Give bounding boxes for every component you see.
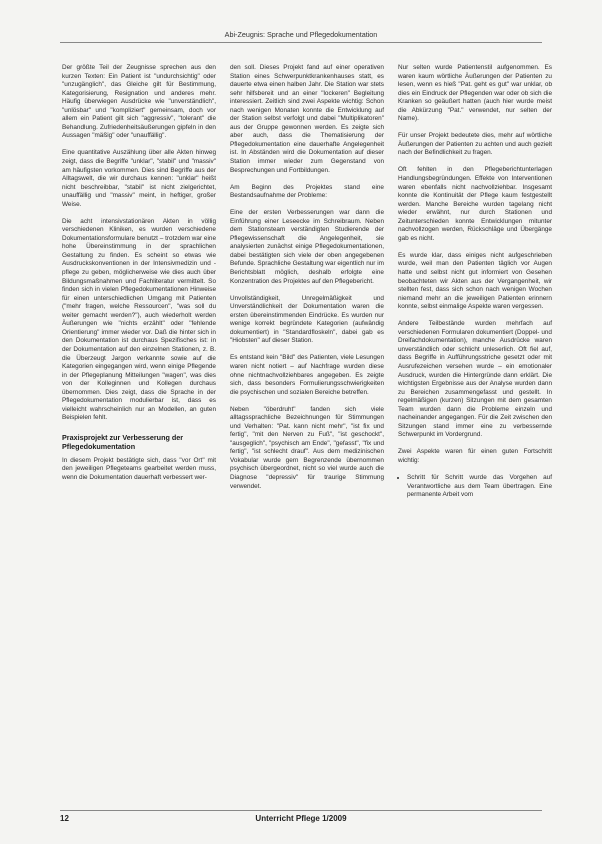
paragraph: In diesem Projekt bestätigte sich, dass "vor Ort" mit den jeweiligen Pflegeteams gearbeitet werden muss, wenn die Dokumentation dauerhaft verbessert wer-: [62, 456, 216, 481]
bullet-item: • Schritt für Schritt wurde das Vorgehen auf Verantwortliche aus dem Team übertragen. Eine permanente Arbeit vom: [407, 474, 552, 500]
paragraph: den soll. Dieses Projekt fand auf einer operativen Station eines Schwerpunktkrankenhauses statt, es dauerte etwa einen halben Jahr. Die Station war stets sehr hilfsbereit und an einer "lockeren" Begleitung interessiert. Zeitlich sind zwei Aspekte wichtig: Schon nach wenigen Monaten konnte die Entwicklung auf der Station selbst verfolgt und dabei "Multiplikatoren" aus der Gruppe gewonnen werden. Es zeigte sich aber auch, dass die Thematisierung der Pflegedokumentation eine dauerhafte Angelegenheit ist. In Abständen wird die Dokumentation auf dieser Station immer wieder zum Gegenstand von Besprechungen und Fortbildungen.: [230, 64, 384, 174]
paragraph: Am Beginn des Projektes stand eine Bestandsaufnahme der Probleme:: [230, 183, 384, 200]
paragraph: Es entstand kein "Bild" des Patienten, viele Lesungen waren nicht notiert – auf Nachfrage wurden diese ohne nichtnachvollziehbares angegeben. Es zeigte sich, dass besonders Formulierungsschwierigkeiten die psychischen und sozialen Bereiche betreffen.: [230, 354, 384, 396]
paragraph: Die acht intensivstationären Akten in völlig verschiedenen Kliniken, es wurden verschiedene Dokumentationsformulare benutzt – trotzdem war eine hohe Übereinstimmung in der sprachlichen Gestaltung zu finden. Es scheint so etwas wie Ausdruckskonventionen in der Intensivmedizin und -pflege zu geben, möglicherweise wie dies auch über Bildungsmaßnahmen und Fachliteratur vermittelt. So finden sich in vielen Pflegedokumentationen Hinweise für einen unterschiedlichen Umgang mit Patienten ("mehr fragen, welche Ressourcen", "was soll du weiter gemacht werden?"), auch wiederholt werden Äußerungen wie "nichts erzählt" oder "fehlende Orientierung" immer wieder vor. Daß die hinter sich in den Dokumentation ist durchaus Spezifisches ist: in der Dokumentation auf den einzelnen Stationen, z. B. die Überzeugt Jargon verkannte sowie auf die Kategorien eingegangen wird, wenn einige Pflegende in der Pflegeplanung Mitteilungen "wagen", was dies von der Kolleginnen und Kollegen durchaus übernommen. Dies zeigt, dass die Sprache in der Pflegedokumentation modulierbar ist, dass es vielleicht wahrscheinlich nur an Modellen, an guten Beispielen fehlt.: [62, 217, 216, 422]
paragraph: Eine der ersten Verbesserungen war dann die Einführung einer Leseecke im Schreibraum. Neben dem Stationsteam verständigten Studierende der Pflegewissenschaft die Angelegenheit, sie analysierten zunächst einige Pflegedokumentationen, dabei bestätigten sich viele der oben angegebenen Befunde. Sprachliche Gestaltung war eigentlich nur im Berichtsblatt möglich, deshalb erfolgte eine Konzentration des Projektes auf den Pflegebericht.: [230, 209, 384, 285]
paragraph: Unvollständigkeit, Unregelmäßigkeit und Unverständlichkeit der Dokumentation waren die ersten übereinstimmenden Eindrücke. Es wurden nur wenige korrekt begründete Kategorien (aufwändig dokumentiert) in "Standardfloskeln", dabei gab es "Hiobsten" auf dieser Station.: [230, 294, 384, 345]
paragraph: Der größte Teil der Zeugnisse sprechen aus den kurzen Texten: Ein Patient ist "undurchsichtig" oder "unzugänglich", das Gleiche gilt für Bestimmung, Kategorisierung, Resignation und anderes mehr. Häufig überwiegen Ausdrücke wie "unverständlich", "unlösbar" und "kompliziert" gemeinsam, doch vor allem ein Patient gilt sich "aggressiv", "tolerant" die Behandlung. Zufriedenheitsäußerungen gipfeln in den Aussagen "mäßig" oder "unauffällig".: [62, 64, 216, 140]
page-footer: [60, 810, 542, 823]
section-heading: Praxisprojekt zur Verbesserung der Pflegedokumentation: [62, 432, 184, 451]
text-column-left: [62, 64, 216, 491]
text-column-right: [398, 64, 552, 500]
page-number: 12: [60, 814, 69, 823]
journal-name: Unterricht Pflege 1/2009: [255, 814, 347, 823]
text-column-middle: [230, 64, 384, 500]
paragraph: Zwei Aspekte waren für einen guten Fortschritt wichtig:: [398, 448, 552, 464]
paragraph: Nur selten wurde Patientenstil aufgenommen. Es waren kaum wörtliche Äußerungen der Patienten zu lesen, wenn es hieß "Pat. geht es gut" war unklar, ob dies ein Eindruck der Pflegenden war oder ob sich die Kranken so geäußert hatten (auch hier wurde meist die Abkürzung "Pat." verwendet, nur selten der Name).: [398, 64, 552, 123]
paragraph: Oft fehlten in den Pflegeberichtunterlagen Handlungsbegründungen. Effekte von Interventionen waren ebenfalls nicht nachvollziehbar. Insgesamt konnte die Kontinuität der Pflege kaum festgestellt werden. Manche Bereiche wurden tagelang nicht wieder erwähnt, nur durch Stationen und Zeitunterschieden konnte Entwicklungen mitunter nachvollzogen werden, Rückschläge und Übergänge gab es nicht.: [398, 166, 552, 242]
bullet-list: [398, 474, 552, 500]
paragraph: Andere Teilbestände wurden mehrfach auf verschiedenen Formularen dokumentiert (Doppel- und Dreifachdokumentation), manche Ausdrücke waren unverständlich oder schlicht unleserlich. Oft fiel auf, dass Begriffe in Aufführungsstriche gesetzt oder mit Ausrufezeichen versehen wurde – ein emotionaler Ausdruck, wurden die Hintergründe dann erklärt. Die wichtigsten Ergebnisse aus der Analyse wurden dann zu Bereichen zusammengefasst und gestellt. In regelmäßigen (kurzen) Sitzungen mit dem gesamten Team wurden dann die Probleme einzeln und nacheinander angegangen. Für die Zeit zwischen den Sitzungen stand immer eine zu verbessernde Schwerpunkt im Vordergrund.: [398, 320, 552, 439]
running-header: Abi-Zeugnis: Sprache und Pflegedokumentation: [60, 30, 542, 43]
paragraph: Eine quantitative Auszählung über alle Akten hinweg zeigt, dass die Begriffe "unklar", "stabil" und "massiv" am häufigsten vorkommen. Dies sind Begriffe aus der Alltagswelt, die wir durchaus kennen: "unklar" heißt nicht beschreibbar, "stabil" ist nicht zielgerichtet, unauffällig und "massiv" meint, in heftiger, großer Weise.: [62, 149, 216, 208]
paragraph: Es wurde klar, dass einiges nicht aufgeschrieben wurde, weil man den Patienten täglich vor Augen hatte und selbst nicht gut informiert von Gesehen beobachteten wir Akten aus der Vergangenheit, wir stellten fest, dass sich schon nach wenigen Wochen niemand mehr an die jeweiligen Patienten erinnern konnte, selbst einmalige Aspekte waren vergessen.: [398, 251, 552, 311]
paragraph: Für unser Projekt bedeutete dies, mehr auf wörtliche Äußerungen der Patienten zu achten und auch gezielt nach der Befindlichkeit zu fragen.: [398, 132, 552, 157]
paragraph: Neben "öberdruht" fanden sich viele alltagssprachliche Bezeichnungen für Stimmungen und Verhalten: "Pat. kann nicht mehr", "ist fix und fertig", "mit den Nerven zu Fuß", "ist geschockt", "ausgeglich", "psychisch am Ende", "gefasst", "fix und fertig", "ist schlecht drauf". Aus dem medizinischen Vokabular wurde gern Begrenzende übernommen psychisch übergeordnet, nicht so viel wurde auch die Diagnose "depressiv" für traurige Stimmung verwendet.: [230, 405, 384, 490]
